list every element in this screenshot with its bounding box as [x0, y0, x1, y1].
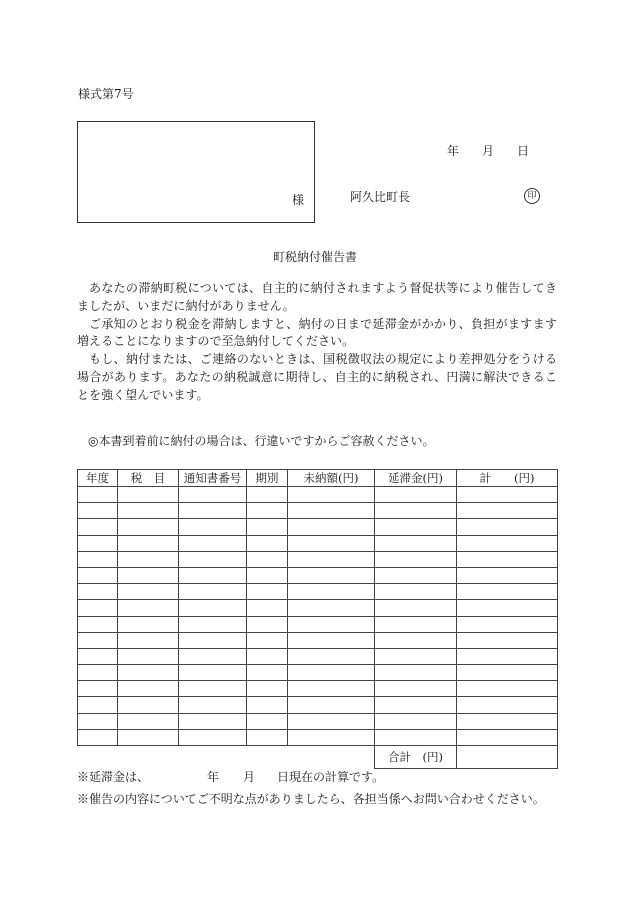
table-cell[interactable]	[288, 713, 375, 729]
header-notice-number: 通知書番号	[179, 470, 247, 487]
header-total: 計 (円)	[457, 470, 558, 487]
table-cell[interactable]	[118, 584, 179, 600]
table-cell[interactable]	[78, 487, 118, 503]
table-row	[78, 487, 558, 503]
table-cell[interactable]	[179, 665, 247, 681]
table-cell[interactable]	[457, 681, 558, 697]
table-cell[interactable]	[375, 600, 457, 616]
header-unpaid: 未納額(円)	[288, 470, 375, 487]
table-cell[interactable]	[288, 487, 375, 503]
table-cell[interactable]	[457, 632, 558, 648]
table-cell[interactable]	[247, 551, 288, 567]
interest-note-prefix: ※延滞金は、	[77, 770, 150, 784]
table-cell[interactable]	[375, 681, 457, 697]
table-row	[78, 713, 558, 729]
total-row	[78, 746, 558, 769]
table-cell[interactable]	[118, 551, 179, 567]
table-row	[78, 648, 558, 664]
table-cell[interactable]	[375, 697, 457, 713]
table-row	[78, 551, 558, 567]
table-cell[interactable]	[78, 503, 118, 519]
table-cell[interactable]	[247, 487, 288, 503]
table-cell[interactable]	[375, 632, 457, 648]
table-cell[interactable]	[78, 632, 118, 648]
table-cell[interactable]	[179, 584, 247, 600]
table-cell[interactable]	[247, 584, 288, 600]
total-amount-cell[interactable]	[457, 746, 558, 769]
early-payment-note: ◎本書到着前に納付の場合は、行違いですからご容赦ください。	[88, 434, 435, 448]
table-cell[interactable]	[288, 567, 375, 583]
paragraph: ご承知のとおり税金を滞納しますと、納付の日まで延滞金がかかり、負担がますます増えることになりますので至急納付してください。	[77, 316, 557, 349]
interest-note-month: 月	[243, 770, 256, 784]
table-cell[interactable]	[118, 697, 179, 713]
table-cell[interactable]	[118, 632, 179, 648]
table-cell[interactable]	[118, 600, 179, 616]
paragraph: あなたの滞納町税については、自主的に納付されますよう督促状等により催告してきましたが、いまだに納付がありません。	[77, 281, 557, 313]
table-cell[interactable]	[247, 681, 288, 697]
table-cell[interactable]	[457, 584, 558, 600]
table-cell[interactable]	[179, 681, 247, 697]
table-cell[interactable]	[288, 729, 375, 745]
body-text	[77, 280, 557, 405]
date-day-label: 日	[517, 144, 530, 158]
table-cell[interactable]	[288, 535, 375, 551]
table-cell[interactable]	[247, 697, 288, 713]
table-cell[interactable]	[375, 551, 457, 567]
addressee-box[interactable]	[77, 121, 315, 223]
table-row	[78, 697, 558, 713]
table-cell[interactable]	[179, 535, 247, 551]
table-cell[interactable]	[118, 487, 179, 503]
table-cell[interactable]	[375, 729, 457, 745]
table-cell[interactable]	[247, 665, 288, 681]
table-cell[interactable]	[288, 665, 375, 681]
table-row	[78, 632, 558, 648]
table-cell[interactable]	[118, 713, 179, 729]
table-cell[interactable]	[247, 729, 288, 745]
table-cell[interactable]	[179, 551, 247, 567]
table-cell[interactable]	[457, 713, 558, 729]
table-cell[interactable]	[375, 487, 457, 503]
table-cell[interactable]	[457, 729, 558, 745]
table-row	[78, 567, 558, 583]
table-cell[interactable]	[118, 681, 179, 697]
table-cell[interactable]	[118, 535, 179, 551]
table-cell[interactable]	[247, 616, 288, 632]
table-row	[78, 729, 558, 745]
arrears-table	[77, 469, 558, 769]
table-cell[interactable]	[375, 616, 457, 632]
addressee-honorific: 様	[291, 193, 304, 207]
table-cell[interactable]	[179, 729, 247, 745]
table-cell[interactable]	[375, 535, 457, 551]
table-header-row	[78, 470, 558, 487]
table-cell[interactable]	[78, 584, 118, 600]
table-cell[interactable]	[288, 697, 375, 713]
table-cell[interactable]	[375, 648, 457, 664]
table-cell[interactable]	[179, 697, 247, 713]
table-cell[interactable]	[288, 632, 375, 648]
table-cell[interactable]	[247, 713, 288, 729]
table-cell[interactable]	[247, 600, 288, 616]
table-cell[interactable]	[457, 503, 558, 519]
table-row	[78, 503, 558, 519]
table-cell[interactable]	[375, 519, 457, 535]
table-cell[interactable]	[179, 487, 247, 503]
table-row	[78, 600, 558, 616]
table-cell[interactable]	[247, 503, 288, 519]
table-cell[interactable]	[78, 616, 118, 632]
table-cell[interactable]	[78, 648, 118, 664]
table-cell[interactable]	[118, 665, 179, 681]
interest-note-year: 年	[207, 770, 220, 784]
interest-date-note	[77, 768, 384, 785]
table-cell[interactable]	[457, 551, 558, 567]
table-cell[interactable]	[457, 697, 558, 713]
table-cell[interactable]	[118, 648, 179, 664]
table-cell[interactable]	[247, 567, 288, 583]
table-cell[interactable]	[118, 503, 179, 519]
header-period: 期別	[247, 470, 288, 487]
table-cell[interactable]	[457, 665, 558, 681]
table-cell[interactable]	[375, 567, 457, 583]
form-number: 様式第7号	[78, 87, 134, 101]
table-cell[interactable]	[288, 503, 375, 519]
sender-title: 阿久比町長	[350, 190, 411, 204]
table-cell[interactable]	[247, 632, 288, 648]
contact-note: ※催告の内容についてご不明な点がありましたら、各担当係へお問い合わせください。	[77, 792, 545, 806]
table-cell[interactable]	[375, 503, 457, 519]
table-cell[interactable]	[457, 519, 558, 535]
total-label: 合計 (円)	[375, 746, 457, 769]
table-cell[interactable]	[118, 519, 179, 535]
table-cell[interactable]	[78, 600, 118, 616]
interest-note-suffix: 日現在の計算です。	[277, 770, 385, 784]
official-seal-icon: 印	[524, 188, 540, 204]
table-cell[interactable]	[457, 535, 558, 551]
table-cell[interactable]	[118, 616, 179, 632]
date-month-label: 月	[482, 144, 495, 158]
table-cell[interactable]	[288, 551, 375, 567]
table-cell[interactable]	[179, 648, 247, 664]
table-cell[interactable]	[78, 713, 118, 729]
header-late-fee: 延滞金(円)	[375, 470, 457, 487]
table-cell[interactable]	[78, 535, 118, 551]
table-cell[interactable]	[78, 681, 118, 697]
table-cell[interactable]	[247, 519, 288, 535]
total-spacer	[288, 746, 375, 769]
table-cell[interactable]	[457, 616, 558, 632]
table-row	[78, 616, 558, 632]
table-cell[interactable]	[78, 729, 118, 745]
table-cell[interactable]	[375, 584, 457, 600]
table-cell[interactable]	[78, 567, 118, 583]
table-cell[interactable]	[78, 665, 118, 681]
header-fiscal-year: 年度	[78, 470, 118, 487]
paragraph: もし、納付または、ご連絡のないときは、国税徴収法の規定により差押処分をうける場合があります。あなたの納税誠意に期待し、自主的に納税され、円満に解決できることを強く望んでいます。	[77, 352, 557, 402]
table-cell[interactable]	[179, 519, 247, 535]
table-cell[interactable]	[288, 584, 375, 600]
table-cell[interactable]	[179, 632, 247, 648]
table-cell[interactable]	[457, 648, 558, 664]
table-cell[interactable]	[375, 713, 457, 729]
table-row	[78, 681, 558, 697]
header-tax-item: 税 目	[118, 470, 179, 487]
table-row	[78, 519, 558, 535]
table-cell[interactable]	[179, 713, 247, 729]
table-cell[interactable]	[78, 697, 118, 713]
total-spacer	[78, 746, 288, 769]
table-cell[interactable]	[288, 681, 375, 697]
table-cell[interactable]	[179, 600, 247, 616]
table-cell[interactable]	[288, 519, 375, 535]
date-year-label: 年	[447, 144, 460, 158]
table-row	[78, 584, 558, 600]
table-cell[interactable]	[78, 519, 118, 535]
table-cell[interactable]	[179, 503, 247, 519]
table-cell[interactable]	[375, 665, 457, 681]
table-cell[interactable]	[247, 535, 288, 551]
table-cell[interactable]	[457, 567, 558, 583]
table-cell[interactable]	[118, 567, 179, 583]
table-cell[interactable]	[247, 648, 288, 664]
table-cell[interactable]	[288, 648, 375, 664]
table-row	[78, 535, 558, 551]
table-cell[interactable]	[457, 487, 558, 503]
table-cell[interactable]	[457, 600, 558, 616]
table-cell[interactable]	[78, 551, 118, 567]
document-title: 町税納付催告書	[272, 250, 357, 264]
table-cell[interactable]	[288, 600, 375, 616]
table-cell[interactable]	[179, 567, 247, 583]
table-cell[interactable]	[118, 729, 179, 745]
table-cell[interactable]	[288, 616, 375, 632]
table-cell[interactable]	[179, 616, 247, 632]
table-row	[78, 665, 558, 681]
